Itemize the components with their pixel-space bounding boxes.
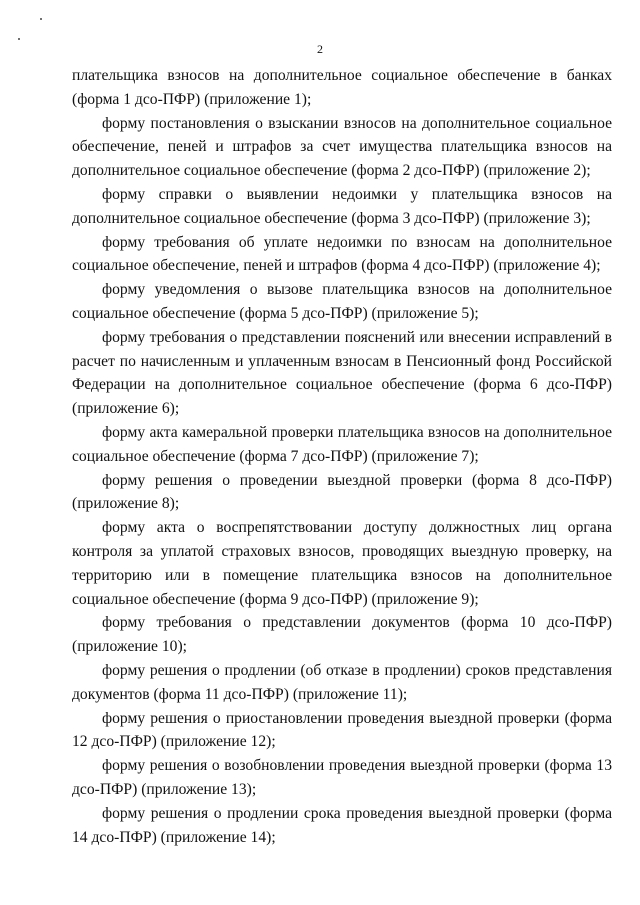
- paragraph-form-4: форму требования об уплате недоимки по взносам на дополнительное социальное обеспечение, пеней и штрафов (форма 4 дсо-ПФР) (приложение 4);: [72, 233, 612, 275]
- paragraph-form-7: форму акта камеральной проверки плательщика взносов на дополнительное социальное обеспечение (форма 7 дсо-ПФР) (приложение 7);: [72, 423, 612, 465]
- paragraph-form-3: форму справки о выявлении недоимки у плательщика взносов на дополнительное социальное обеспечение (форма 3 дсо-ПФР) (приложение 3);: [72, 185, 612, 227]
- paragraph-continuation: плательщика взносов на дополнительное социальное обеспечение в банках (форма 1 дсо-ПФР) (приложение 1);: [72, 67, 612, 108]
- scan-speck: [18, 38, 20, 40]
- paragraph-form-8: форму решения о проведении выездной проверки (форма 8 дсо-ПФР) (приложение 8);: [72, 471, 612, 513]
- paragraph-form-14: форму решения о продлении срока проведения выездной проверки (форма 14 дсо-ПФР) (приложение 14);: [72, 804, 612, 846]
- document-body: [72, 64, 612, 849]
- paragraph-form-6: форму требования о представлении пояснений или внесении исправлений в расчет по начисленным и уплаченным взносам в Пенсионный фонд Российской Федерации на дополнительное социальное обеспечение (форма 6 дсо-ПФР) (приложение 6);: [72, 328, 612, 418]
- paragraph-form-12: форму решения о приостановлении проведения выездной проверки (форма 12 дсо-ПФР) (приложение 12);: [72, 709, 612, 751]
- paragraph-form-5: форму уведомления о вызове плательщика взносов на дополнительное социальное обеспечение (форма 5 дсо-ПФР) (приложение 5);: [72, 281, 612, 322]
- scan-speck: [40, 18, 42, 20]
- paragraph-form-2: форму постановления о взыскании взносов на дополнительное социальное обеспечение, пеней и штрафов за счет имущества плательщика взносов на дополнительное социальное обеспечение (форма 2 дсо-ПФР) (приложение 2);: [72, 114, 612, 180]
- paragraph-form-11: форму решения о продлении (об отказе в продлении) сроков представления документов (форма 11 дсо-ПФР) (приложение 11);: [72, 661, 612, 703]
- paragraph-form-9: форму акта о воспрепятствовании доступу должностных лиц органа контроля за уплатой страховых взносов, проводящих выездную проверку, на территорию или в помещение плательщика взносов на дополнительное социальное обеспечение (форма 9 дсо-ПФР) (приложение 9);: [72, 519, 612, 608]
- paragraph-form-10: форму требования о представлении документов (форма 10 дсо-ПФР) (приложение 10);: [72, 614, 612, 656]
- paragraph-form-13: форму решения о возобновлении проведения выездной проверки (форма 13 дсо-ПФР) (приложение 13);: [72, 757, 612, 798]
- page-number: 2: [317, 42, 323, 56]
